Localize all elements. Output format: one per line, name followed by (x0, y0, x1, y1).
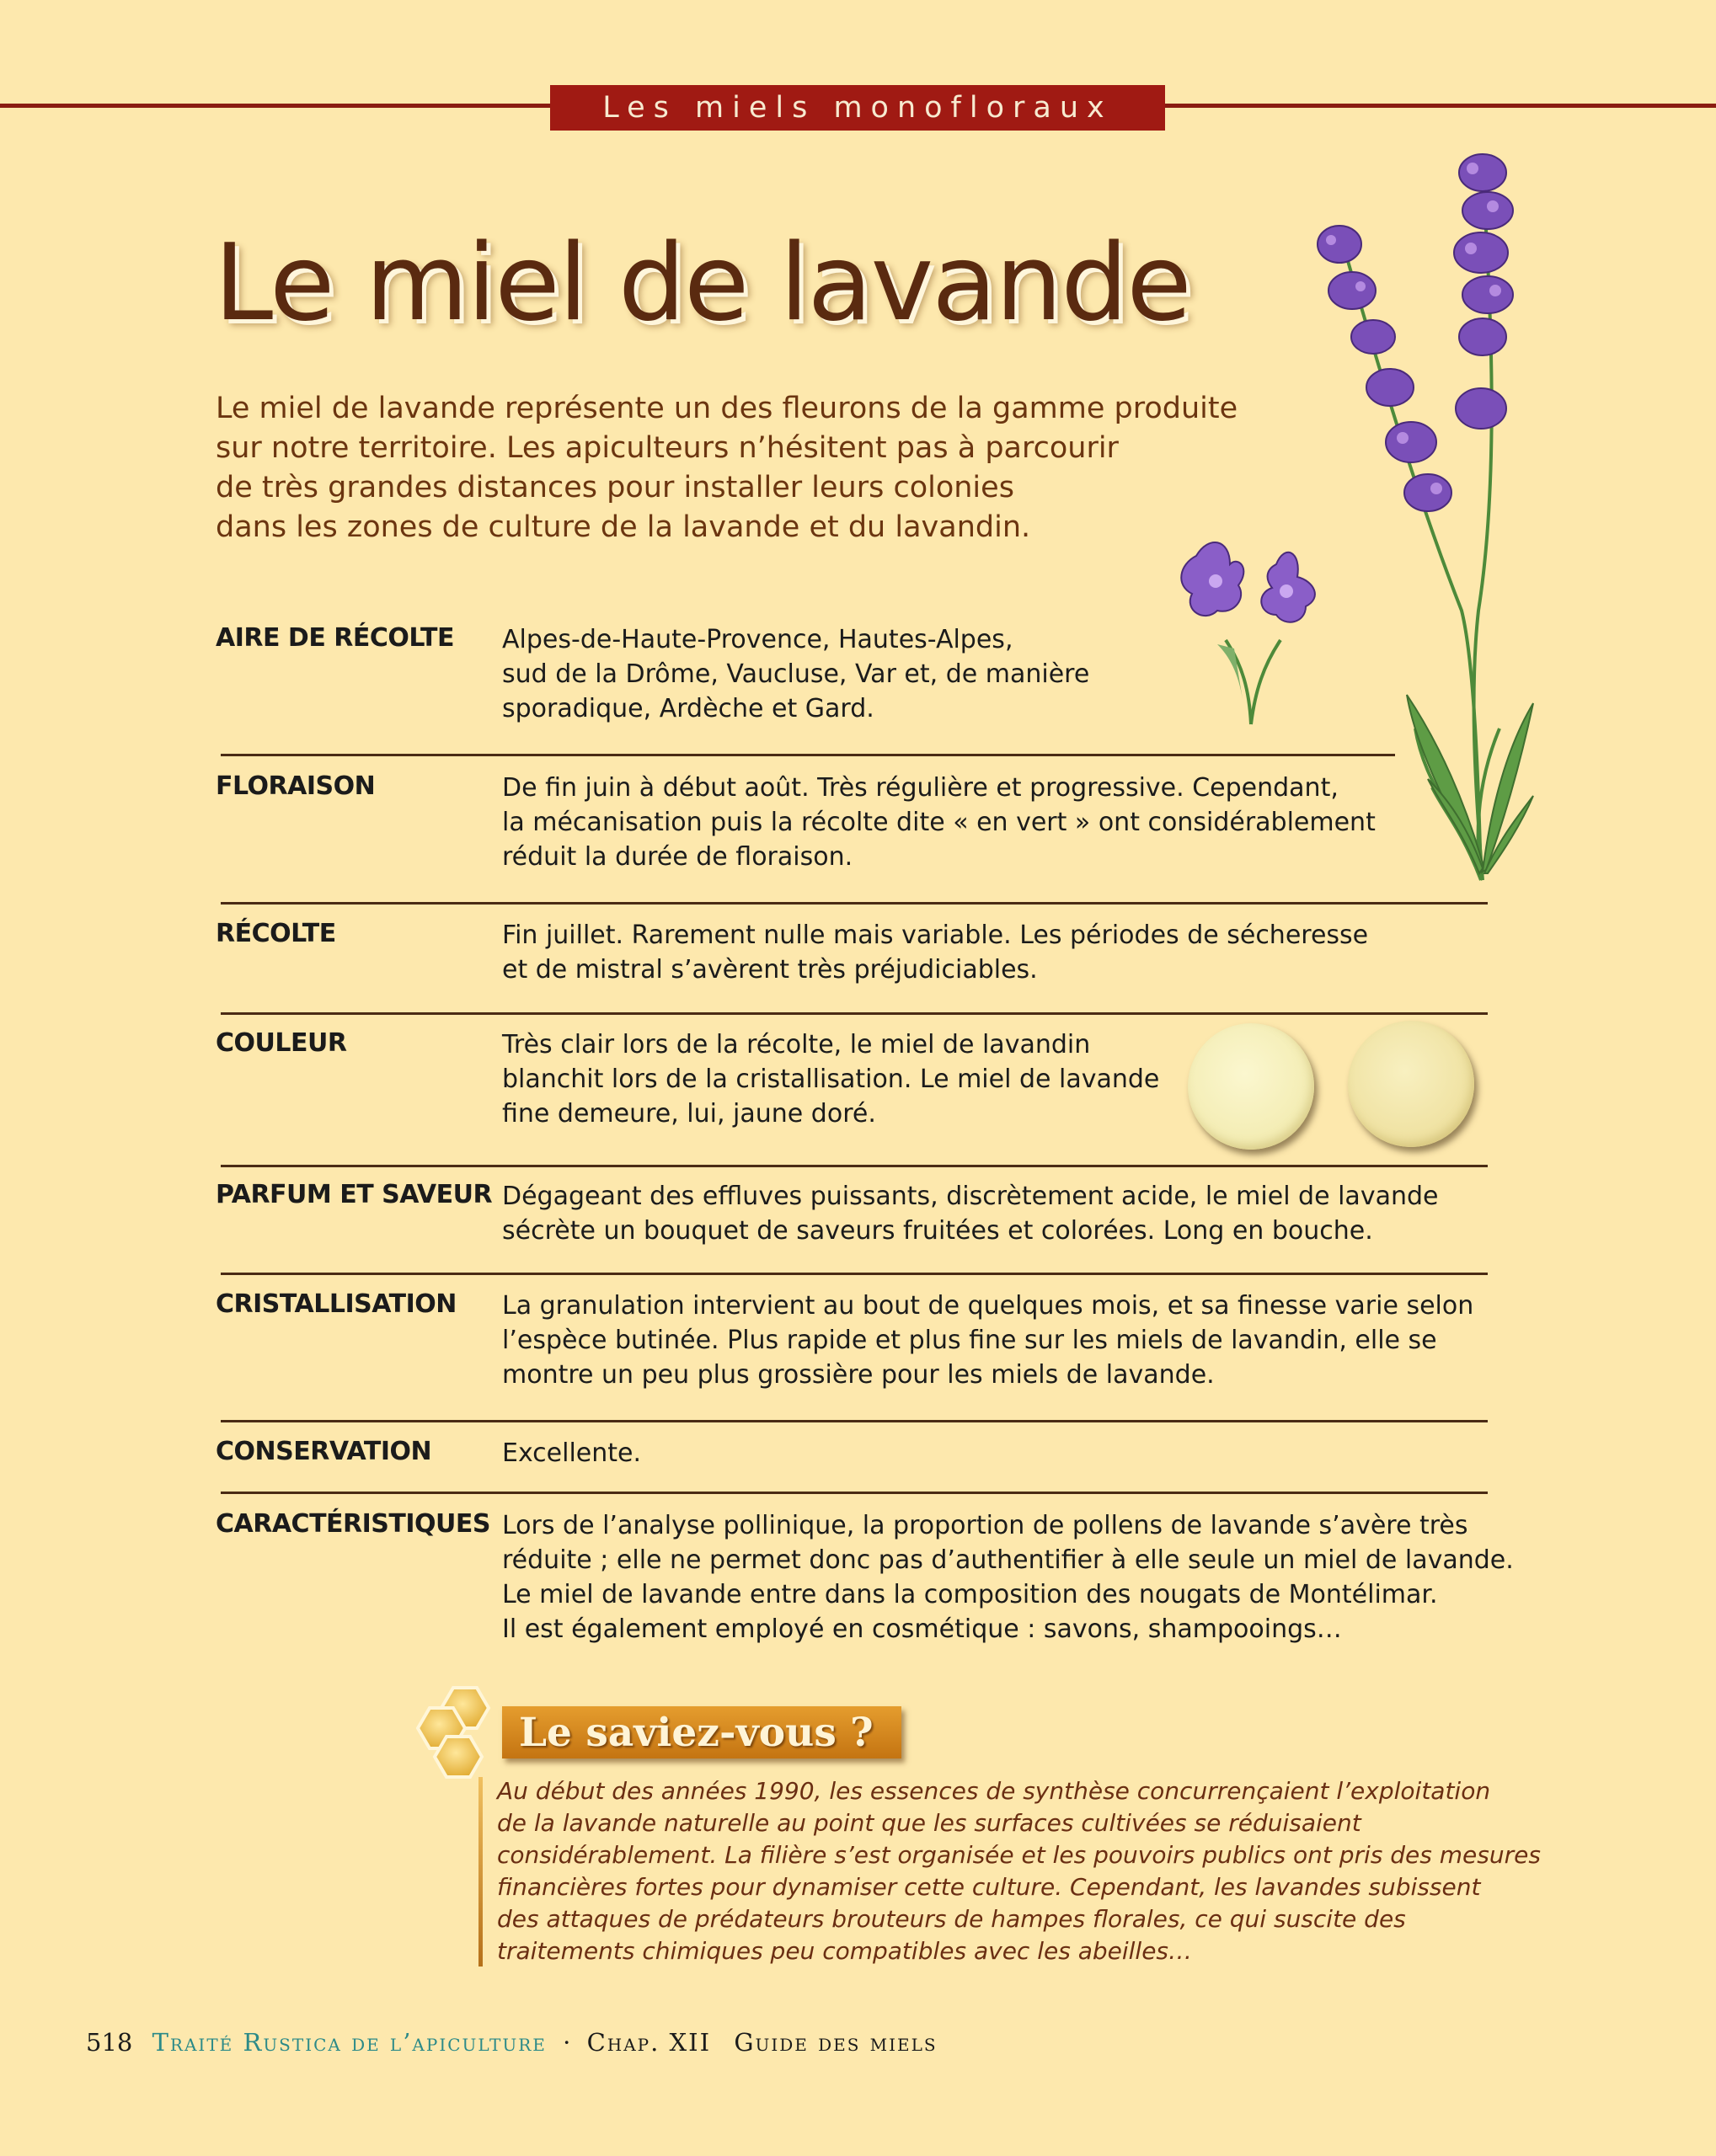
row-text-caracteristiques (502, 1508, 1514, 1646)
row-line: sporadique, Ardèche et Gard. (502, 694, 874, 723)
row-line: De fin juin à début août. Très régulière et progressive. Cependant, (502, 773, 1339, 803)
row-divider (221, 754, 1395, 756)
intro-paragraph (216, 389, 1311, 547)
row-divider (221, 902, 1488, 905)
row-line: La granulation intervient au bout de quelques mois, et sa finesse varie selon (502, 1291, 1474, 1321)
row-line: et de mistral s’avèrent très préjudiciables. (502, 955, 1038, 985)
row-text-couleur (502, 1027, 1159, 1131)
row-line: sécrète un bouquet de saveurs fruitées et colorées. Long en bouche. (502, 1216, 1373, 1246)
row-label-aire-de-recolte: AIRE DE RÉCOLTE (216, 623, 454, 653)
row-line: Il est également employé en cosmétique : savons, shampooings… (502, 1614, 1342, 1644)
row-line: Très clair lors de la récolte, le miel de lavandin (502, 1030, 1091, 1059)
row-text-conservation (502, 1436, 641, 1470)
callout-bar (478, 1777, 483, 1967)
book-title: Traité Rustica de l’apiculture (152, 2028, 547, 2057)
row-divider (221, 1273, 1488, 1275)
intro-line: Le miel de lavande représente un des fleurons de la gamme produite (216, 392, 1238, 425)
row-line: Lors de l’analyse pollinique, la proportion de pollens de lavande s’avère très (502, 1511, 1468, 1540)
row-label-conservation: CONSERVATION (216, 1437, 432, 1466)
row-divider (221, 1012, 1488, 1015)
row-label-couleur: COULEUR (216, 1028, 347, 1058)
row-line: fine demeure, lui, jaune doré. (502, 1099, 876, 1129)
callout-line: considérablement. La filière s’est organisée et les pouvoirs publics ont pris des mesures (497, 1841, 1541, 1869)
row-divider (221, 1420, 1488, 1422)
row-text-parfum-et-saveur (502, 1179, 1438, 1248)
row-text-recolte (502, 918, 1368, 987)
row-line: réduit la durée de floraison. (502, 842, 853, 872)
intro-line: dans les zones de culture de la lavande et du lavandin. (216, 510, 1031, 544)
row-line: montre un peu plus grossière pour les miels de lavande. (502, 1360, 1215, 1390)
row-divider (221, 1492, 1488, 1494)
row-line: réduite ; elle ne permet donc pas d’authentifier à elle seule un miel de lavande. (502, 1545, 1514, 1575)
row-line: sud de la Drôme, Vaucluse, Var et, de manière (502, 659, 1090, 689)
page-title: Le miel de lavande (214, 221, 1190, 344)
footer-separator: · (563, 2028, 571, 2057)
row-line: Fin juillet. Rarement nulle mais variable. Les périodes de sécheresse (502, 921, 1369, 950)
row-label-floraison: FLORAISON (216, 771, 376, 801)
row-label-cristallisation: CRISTALLISATION (216, 1289, 457, 1319)
page-footer (86, 2028, 938, 2057)
intro-line: de très grandes distances pour installer leurs colonies (216, 471, 1014, 504)
row-text-cristallisation (502, 1289, 1473, 1392)
callout-line: de la lavande naturelle au point que les surfaces cultivées se réduisaient (497, 1809, 1361, 1837)
honey-sample-swatch-lavande (1348, 1021, 1474, 1147)
row-text-floraison (502, 771, 1376, 874)
row-line: Dégageant des effluves puissants, discrètement acide, le miel de lavande (502, 1182, 1439, 1211)
row-line: l’espèce butinée. Plus rapide et plus fine sur les miels de lavandin, elle se (502, 1326, 1437, 1355)
page-number: 518 (86, 2028, 133, 2057)
callout-line: des attaques de prédateurs brouteurs de hampes florales, ce qui suscite des (497, 1905, 1406, 1933)
row-line: Excellente. (502, 1438, 642, 1468)
row-text-aire-de-recolte (502, 622, 1089, 726)
did-you-know-text (497, 1775, 1541, 1967)
row-line: Alpes-de-Haute-Provence, Hautes-Alpes, (502, 625, 1013, 654)
chapter-title: Guide des miels (734, 2028, 938, 2057)
row-label-parfum-et-saveur: PARFUM ET SAVEUR (216, 1180, 493, 1209)
chapter-number: Chap. XII (586, 2028, 712, 2057)
row-line: Le miel de lavande entre dans la composition des nougats de Montélimar. (502, 1580, 1438, 1609)
row-divider (221, 1165, 1488, 1167)
row-line: la mécanisation puis la récolte dite « en vert » ont considérablement (502, 808, 1376, 837)
lavender-flower-illustration (1158, 531, 1344, 733)
row-line: blanchit lors de la cristallisation. Le miel de lavande (502, 1065, 1160, 1094)
callout-line: financières fortes pour dynamiser cette culture. Cependant, les lavandes subissent (497, 1873, 1481, 1901)
intro-line: sur notre territoire. Les apiculteurs n’hésitent pas à parcourir (216, 431, 1119, 465)
did-you-know-heading: Le saviez-vous ? (502, 1706, 901, 1758)
row-label-recolte: RÉCOLTE (216, 919, 336, 948)
honey-sample-swatch-lavandin (1188, 1023, 1314, 1150)
callout-line: Au début des années 1990, les essences de synthèse concurrençaient l’exploitation (497, 1777, 1491, 1805)
honeycomb-icon (414, 1684, 516, 1781)
section-header: Les miels monofloraux (550, 85, 1165, 131)
callout-line: traitements chimiques peu compatibles avec les abeilles… (497, 1937, 1193, 1965)
row-label-caracteristiques: CARACTÉRISTIQUES (216, 1509, 490, 1539)
